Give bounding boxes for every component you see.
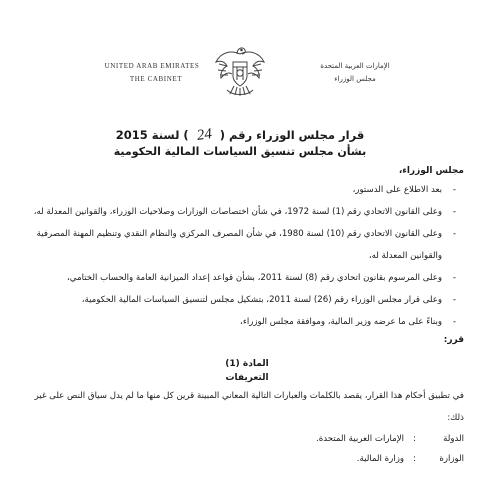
decided-heading: قرر:	[443, 335, 464, 345]
council-heading: مجلس الوزراء،	[398, 166, 464, 176]
preamble-clause: - وعلى المرسوم بقانون اتحادي رقم (8) لسنة 2011، بشأن قواعد إعداد الميزانية العامة والحساب الختامي،	[30, 267, 464, 289]
preamble-clause: - وعلى القانون الاتحادي رقم (1) لسنة 1972، في شأن اختصاصات الوزارات وصلاحيات الوزراء، والقوانين المعدلة له،	[30, 201, 464, 223]
article-number: المادة (1)	[225, 359, 269, 369]
letterhead-arabic	[300, 60, 410, 86]
decree-title	[0, 127, 480, 144]
article-title: التعريفات	[225, 373, 269, 383]
uae-eagle-emblem-icon	[213, 40, 267, 100]
decree-number-handwritten: 24	[195, 126, 213, 144]
preamble-clause: - بعد الاطلاع على الدستور،	[30, 179, 464, 201]
preamble-clause: - وعلى قرار مجلس الوزراء رقم (26) لسنة 2011، بتشكيل مجلس لتنسيق السياسات المالية الحكومية،	[30, 289, 464, 311]
preamble-clause: - وبناءً على ما عرضه وزير المالية، وموافقة مجلس الوزراء،	[30, 311, 464, 333]
definition-term: الوزارة	[439, 454, 464, 464]
letterhead-cabinet-ar: مجلس الوزراء	[334, 75, 376, 83]
letterhead-english	[92, 60, 212, 86]
definition-colon: :	[413, 434, 416, 444]
definition-meaning: وزارة المالية.	[356, 454, 404, 464]
letterhead-country-en: UNITED ARAB EMIRATES	[104, 62, 200, 70]
definition-meaning: الإمارات العربية المتحدة.	[316, 434, 404, 444]
definition-row	[30, 449, 464, 469]
letterhead-country-ar: الإمارات العربية المتحدة	[320, 62, 390, 70]
letterhead-cabinet-en: THE CABINET	[129, 75, 183, 83]
definition-term: الدولة	[443, 434, 464, 444]
definition-colon: :	[413, 454, 416, 464]
decree-body	[30, 166, 464, 469]
definition-row	[30, 429, 464, 449]
definitions-intro: في تطبيق أحكام هذا القرار، يقصد بالكلمات والعبارات التالية المعاني المبينة قرين كل منها ما لم يدل سياق النص على غير ذلك:	[34, 391, 464, 423]
preamble-clauses	[30, 179, 464, 333]
decree-title-suffix: ) لسنة 2015	[115, 128, 189, 142]
preamble-clause: - وعلى القانون الاتحادي رقم (10) لسنة 1980، في شأن المصرف المركزي والنظام النقدي وتنظيم المهنة المصرفية والقوانين المعدلة له،	[30, 223, 464, 267]
decree-subject: بشأن مجلس تنسيق السياسات المالية الحكومية	[113, 145, 367, 158]
decree-title-prefix: قرار مجلس الوزراء رقم (	[219, 128, 365, 142]
